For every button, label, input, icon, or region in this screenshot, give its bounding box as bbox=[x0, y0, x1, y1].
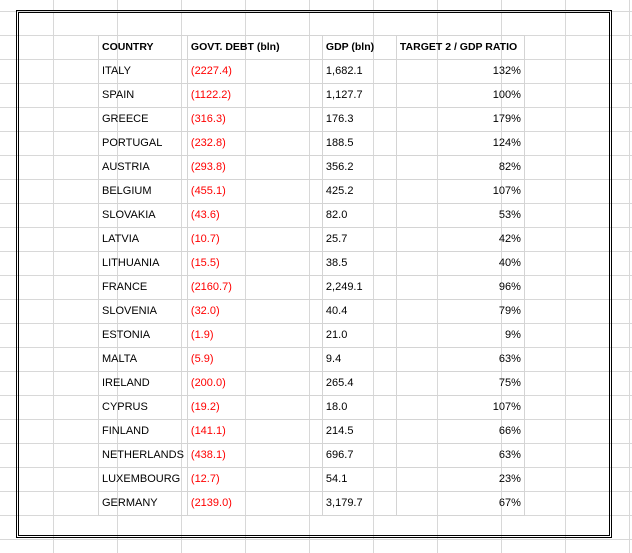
cell-country[interactable]: GREECE bbox=[99, 108, 188, 132]
cell-ratio[interactable]: 100% bbox=[396, 84, 524, 108]
cell-ratio[interactable]: 179% bbox=[396, 108, 524, 132]
cell-country[interactable]: LITHUANIA bbox=[99, 252, 188, 276]
cell-gdp[interactable]: 9.4 bbox=[322, 348, 396, 372]
cell-ratio[interactable]: 75% bbox=[396, 372, 524, 396]
cell-debt[interactable]: (455.1) bbox=[187, 180, 322, 204]
cell-gdp[interactable]: 38.5 bbox=[322, 252, 396, 276]
cell-gdp[interactable]: 21.0 bbox=[322, 324, 396, 348]
cell-ratio[interactable]: 53% bbox=[396, 204, 524, 228]
cell-gdp[interactable]: 3,179.7 bbox=[322, 492, 396, 516]
table-row bbox=[99, 132, 525, 156]
table-row bbox=[99, 84, 525, 108]
table-row bbox=[99, 372, 525, 396]
cell-country[interactable]: FINLAND bbox=[99, 420, 188, 444]
cell-debt[interactable]: (2160.7) bbox=[187, 276, 322, 300]
cell-country[interactable]: BELGIUM bbox=[99, 180, 188, 204]
cell-ratio[interactable]: 66% bbox=[396, 420, 524, 444]
cell-gdp[interactable]: 18.0 bbox=[322, 396, 396, 420]
cell-ratio[interactable]: 79% bbox=[396, 300, 524, 324]
table-row bbox=[99, 156, 525, 180]
cell-country[interactable]: IRELAND bbox=[99, 372, 188, 396]
cell-debt[interactable]: (1122.2) bbox=[187, 84, 322, 108]
data-table bbox=[98, 35, 525, 516]
cell-debt[interactable]: (19.2) bbox=[187, 396, 322, 420]
header-cell-country[interactable]: COUNTRY bbox=[99, 36, 188, 60]
cell-country[interactable]: SLOVAKIA bbox=[99, 204, 188, 228]
cell-ratio[interactable]: 124% bbox=[396, 132, 524, 156]
header-row bbox=[99, 36, 525, 60]
cell-gdp[interactable]: 1,682.1 bbox=[322, 60, 396, 84]
cell-gdp[interactable]: 265.4 bbox=[322, 372, 396, 396]
header-cell-debt[interactable]: GOVT. DEBT (bln) bbox=[187, 36, 322, 60]
table-row bbox=[99, 492, 525, 516]
cell-gdp[interactable]: 40.4 bbox=[322, 300, 396, 324]
cell-debt[interactable]: (438.1) bbox=[187, 444, 322, 468]
cell-country[interactable]: NETHERLANDS bbox=[99, 444, 188, 468]
cell-ratio[interactable]: 96% bbox=[396, 276, 524, 300]
cell-debt[interactable]: (12.7) bbox=[187, 468, 322, 492]
cell-country[interactable]: GERMANY bbox=[99, 492, 188, 516]
cell-country[interactable]: FRANCE bbox=[99, 276, 188, 300]
table-row bbox=[99, 204, 525, 228]
header-cell-gdp[interactable]: GDP (bln) bbox=[322, 36, 396, 60]
cell-debt[interactable]: (200.0) bbox=[187, 372, 322, 396]
table-row bbox=[99, 348, 525, 372]
cell-ratio[interactable]: 23% bbox=[396, 468, 524, 492]
cell-country[interactable]: ITALY bbox=[99, 60, 188, 84]
cell-ratio[interactable]: 82% bbox=[396, 156, 524, 180]
table-row bbox=[99, 444, 525, 468]
cell-country[interactable]: LUXEMBOURG bbox=[99, 468, 188, 492]
cell-country[interactable]: LATVIA bbox=[99, 228, 188, 252]
table-row bbox=[99, 468, 525, 492]
cell-ratio[interactable]: 107% bbox=[396, 180, 524, 204]
header-cell-ratio[interactable]: TARGET 2 / GDP RATIO bbox=[396, 36, 524, 60]
cell-gdp[interactable]: 356.2 bbox=[322, 156, 396, 180]
cell-debt[interactable]: (316.3) bbox=[187, 108, 322, 132]
cell-debt[interactable]: (2139.0) bbox=[187, 492, 322, 516]
cell-country[interactable]: SLOVENIA bbox=[99, 300, 188, 324]
cell-ratio[interactable]: 132% bbox=[396, 60, 524, 84]
table-row bbox=[99, 60, 525, 84]
cell-gdp[interactable]: 82.0 bbox=[322, 204, 396, 228]
cell-gdp[interactable]: 188.5 bbox=[322, 132, 396, 156]
cell-gdp[interactable]: 25.7 bbox=[322, 228, 396, 252]
table-row bbox=[99, 252, 525, 276]
cell-ratio[interactable]: 9% bbox=[396, 324, 524, 348]
cell-debt[interactable]: (43.6) bbox=[187, 204, 322, 228]
cell-debt[interactable]: (32.0) bbox=[187, 300, 322, 324]
cell-ratio[interactable]: 107% bbox=[396, 396, 524, 420]
cell-gdp[interactable]: 696.7 bbox=[322, 444, 396, 468]
cell-gdp[interactable]: 1,127.7 bbox=[322, 84, 396, 108]
cell-country[interactable]: PORTUGAL bbox=[99, 132, 188, 156]
cell-country[interactable]: CYPRUS bbox=[99, 396, 188, 420]
cell-country[interactable]: MALTA bbox=[99, 348, 188, 372]
cell-ratio[interactable]: 63% bbox=[396, 348, 524, 372]
cell-country[interactable]: ESTONIA bbox=[99, 324, 188, 348]
table-body bbox=[99, 60, 525, 516]
cell-debt[interactable]: (5.9) bbox=[187, 348, 322, 372]
cell-ratio[interactable]: 42% bbox=[396, 228, 524, 252]
cell-debt[interactable]: (15.5) bbox=[187, 252, 322, 276]
cell-debt[interactable]: (232.8) bbox=[187, 132, 322, 156]
cell-gdp[interactable]: 214.5 bbox=[322, 420, 396, 444]
table-row bbox=[99, 276, 525, 300]
cell-gdp[interactable]: 176.3 bbox=[322, 108, 396, 132]
table-row bbox=[99, 180, 525, 204]
table-row bbox=[99, 396, 525, 420]
cell-gdp[interactable]: 425.2 bbox=[322, 180, 396, 204]
cell-gdp[interactable]: 54.1 bbox=[322, 468, 396, 492]
table-row bbox=[99, 228, 525, 252]
cell-debt[interactable]: (141.1) bbox=[187, 420, 322, 444]
cell-ratio[interactable]: 40% bbox=[396, 252, 524, 276]
cell-debt[interactable]: (2227.4) bbox=[187, 60, 322, 84]
cell-ratio[interactable]: 67% bbox=[396, 492, 524, 516]
table-row bbox=[99, 108, 525, 132]
table-row bbox=[99, 324, 525, 348]
table-row bbox=[99, 420, 525, 444]
cell-ratio[interactable]: 63% bbox=[396, 444, 524, 468]
cell-debt[interactable]: (1.9) bbox=[187, 324, 322, 348]
cell-debt[interactable]: (293.8) bbox=[187, 156, 322, 180]
cell-gdp[interactable]: 2,249.1 bbox=[322, 276, 396, 300]
cell-debt[interactable]: (10.7) bbox=[187, 228, 322, 252]
table-row bbox=[99, 300, 525, 324]
cell-country[interactable]: AUSTRIA bbox=[99, 156, 188, 180]
cell-country[interactable]: SPAIN bbox=[99, 84, 188, 108]
